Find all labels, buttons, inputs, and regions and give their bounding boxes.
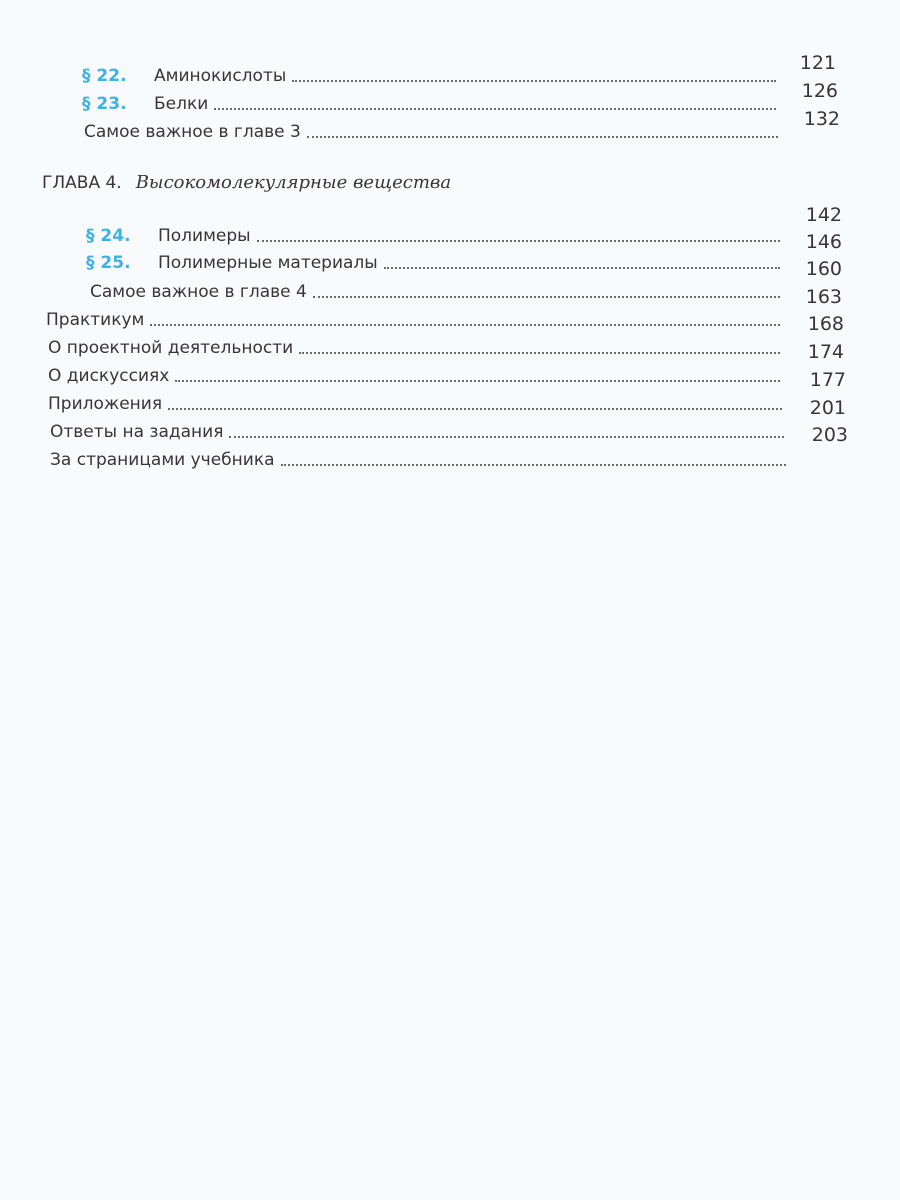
dot-leader	[175, 380, 780, 382]
page-number: 177	[809, 369, 846, 391]
page-number: 203	[811, 424, 848, 446]
entry-title: Практикум	[46, 310, 145, 330]
dot-leader	[307, 136, 778, 138]
page-number: 168	[807, 313, 844, 335]
dot-leader	[150, 324, 780, 326]
chapter-title: Высокомолекулярные вещества	[135, 172, 452, 193]
entry-title: Белки	[154, 94, 209, 114]
page-number: 126	[801, 80, 838, 102]
page-number: 142	[805, 204, 842, 226]
dot-leader	[299, 352, 780, 354]
entry-title: О проектной деятельности	[48, 338, 294, 358]
dot-leader	[257, 240, 780, 242]
dot-leader	[281, 464, 786, 466]
toc-entry-project-activity[interactable]	[48, 330, 786, 358]
dot-leader	[384, 267, 780, 269]
dot-leader	[313, 296, 780, 298]
toc-entry-summary-chapter-4[interactable]	[90, 274, 786, 302]
toc-entry-paragraph-24[interactable]	[86, 218, 786, 246]
entry-title: Самое важное в главе 4	[90, 282, 307, 302]
page-number: 163	[805, 286, 842, 308]
dot-leader	[214, 108, 776, 110]
dot-leader	[292, 80, 776, 82]
toc-entry-summary-chapter-3[interactable]	[84, 114, 784, 142]
page-number: 146	[805, 231, 842, 253]
page-number: 160	[805, 258, 842, 280]
dot-leader	[168, 408, 782, 410]
toc-entry-beyond-textbook[interactable]	[50, 442, 792, 470]
page-number: 201	[809, 397, 846, 419]
entry-title: Полимерные материалы	[158, 253, 378, 273]
entry-title: За страницами учебника	[50, 450, 275, 470]
paragraph-number: § 25.	[86, 253, 131, 273]
paragraph-number: § 24.	[86, 226, 131, 246]
entry-title: Аминокислоты	[154, 66, 287, 86]
entry-title: О дискуссиях	[48, 366, 170, 386]
chapter-heading	[42, 172, 451, 193]
page-number: 174	[807, 341, 844, 363]
entry-title: Самое важное в главе 3	[84, 122, 301, 142]
toc-entry-paragraph-23[interactable]	[82, 86, 782, 114]
toc-entry-discussions[interactable]	[48, 358, 786, 386]
page-number: 121	[799, 52, 836, 74]
chapter-label: ГЛАВА 4.	[42, 173, 122, 193]
toc-entry-paragraph-25[interactable]	[86, 245, 786, 273]
toc-entry-appendices[interactable]	[48, 386, 788, 414]
page-number: 132	[803, 108, 840, 130]
toc-entry-practicum[interactable]	[46, 302, 786, 330]
entry-title: Приложения	[48, 394, 163, 414]
paragraph-number: § 22.	[82, 66, 127, 86]
paragraph-number: § 23.	[82, 94, 127, 114]
toc-entry-answers[interactable]	[50, 414, 790, 442]
entry-title: Ответы на задания	[50, 422, 224, 442]
entry-title: Полимеры	[158, 226, 251, 246]
toc-entry-paragraph-22[interactable]	[82, 58, 782, 86]
dot-leader	[229, 436, 784, 438]
